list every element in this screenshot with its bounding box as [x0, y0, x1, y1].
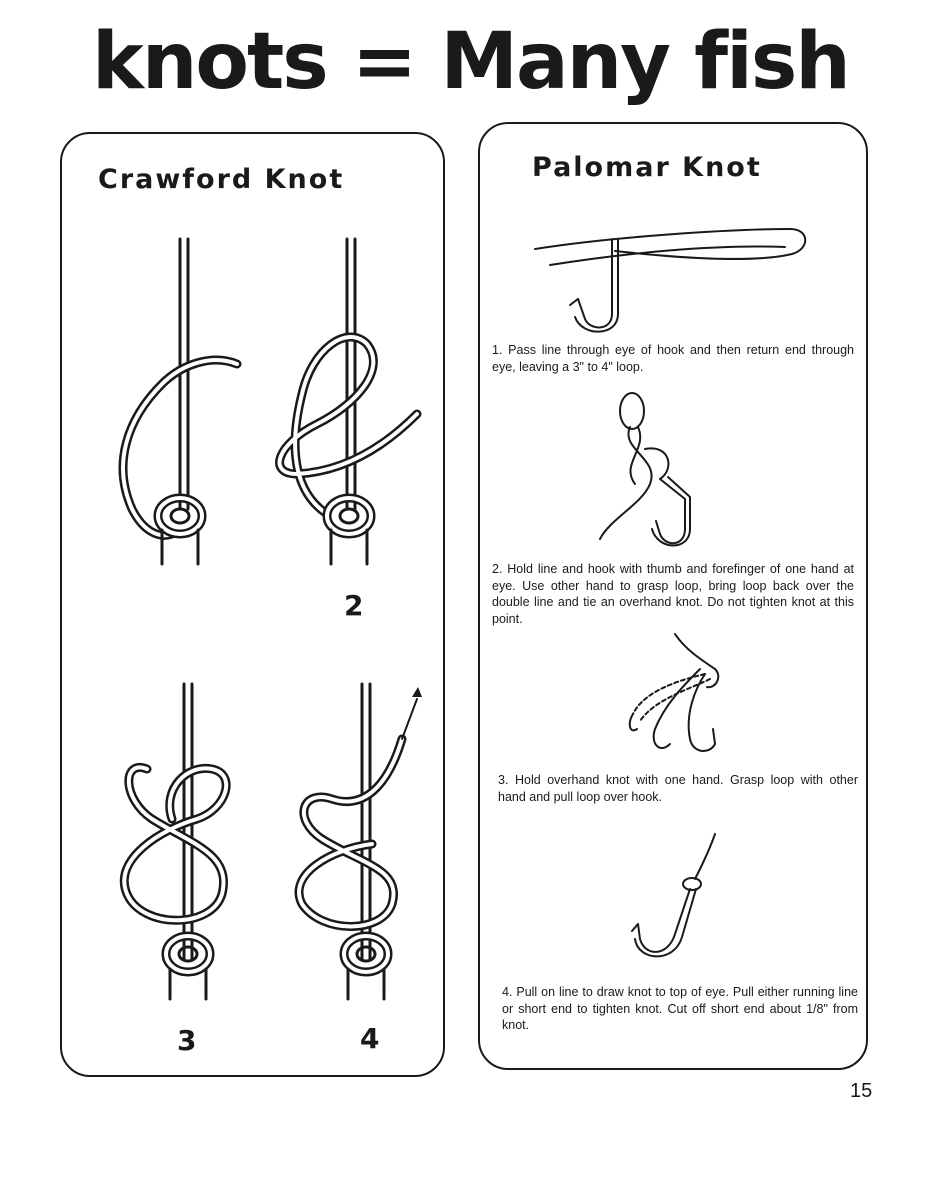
- palomar-step-1-illustration: [530, 209, 820, 334]
- crawford-step-4-illustration: [262, 679, 432, 1009]
- palomar-step-3-text: 3. Hold overhand knot with one hand. Grasp loop with other hand and pull loop over hook.: [498, 773, 858, 804]
- crawford-step-3-label: 3: [177, 1024, 197, 1057]
- page-number: 15: [850, 1080, 873, 1102]
- palomar-knot-panel: [478, 122, 868, 1070]
- palomar-step-1-text: 1. Pass line through eye of hook and then return end through eye, leaving a 3" to 4" loop.: [492, 343, 854, 374]
- palomar-step-2-text: 2. Hold line and hook with thumb and forefinger of one hand at eye. Use other hand to grasp loop, bring loop back over the double line and tie an overhand knot. Do not tighten knot at this point.: [492, 562, 854, 626]
- palomar-step-4-text: 4. Pull on line to draw knot to top of eye. Pull either running line or short end to tighten knot. Cut off short end about 1/8" from knot.: [502, 985, 858, 1032]
- crawford-step-3-illustration: [102, 679, 252, 1009]
- crawford-step-2-label: 2: [344, 589, 364, 622]
- crawford-step-1-illustration: [102, 234, 252, 574]
- palomar-step-2-illustration: [590, 389, 730, 549]
- crawford-step-2-illustration: [257, 234, 427, 574]
- crawford-knot-title: Crawford Knot: [98, 164, 345, 195]
- palomar-knot-title: Palomar Knot: [532, 152, 762, 183]
- crawford-step-4-label: 4: [360, 1022, 380, 1055]
- palomar-step-4-illustration: [630, 829, 730, 969]
- palomar-step-3-illustration: [615, 629, 735, 764]
- crawford-knot-panel: [60, 132, 445, 1077]
- page-title: knots = Many fish: [92, 17, 849, 107]
